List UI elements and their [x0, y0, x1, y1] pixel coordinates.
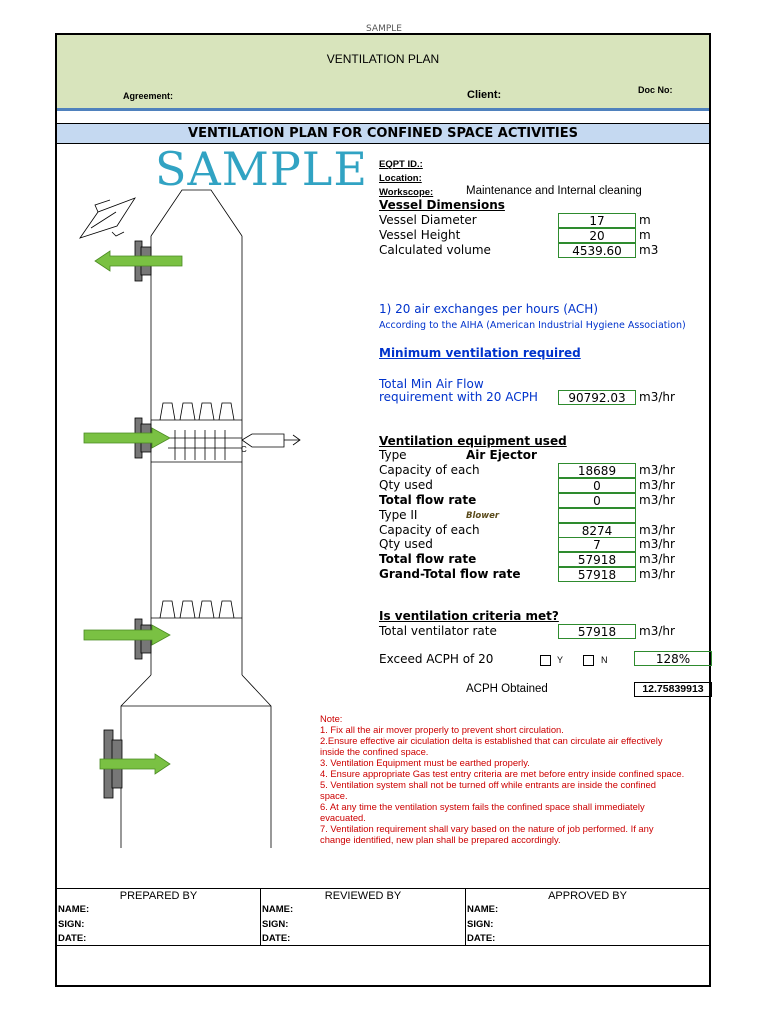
- sample-watermark: SAMPLE: [155, 142, 368, 196]
- calculated-volume-value: 4539.60: [558, 243, 636, 258]
- client-label: Client:: [467, 89, 502, 101]
- min-vent-label-1: Total Min Air Flow: [379, 377, 484, 391]
- qty1-label: Qty used: [379, 478, 433, 492]
- approved-date-label: DATE:: [467, 933, 496, 944]
- total-ventilator-label: Total ventilator rate: [379, 624, 497, 638]
- approved-by-column: [466, 889, 709, 946]
- note-item-6: 6. At any time the ventilation system fails the confined space shall immediately evacuated.: [320, 801, 645, 823]
- grand-total-label: Grand-Total flow rate: [379, 567, 521, 581]
- equipment-heading: Ventilation equipment used: [379, 434, 567, 448]
- capacity1-unit: m3/hr: [639, 463, 675, 477]
- note-item-5: 5. Ventilation system shall not be turned off while entrants are inside the confined space.: [320, 779, 656, 801]
- note-item-2: 2.Ensure effective air ciculation delta is established that can circulate air effectively inside the confined space.: [320, 735, 663, 757]
- approved-sign-label: SIGN:: [467, 918, 494, 930]
- note-item-4: 4. Ensure appropriate Gas test entry criteria are met before entry inside confined space.: [320, 768, 685, 779]
- note-item-1: 1. Fix all the air mover properly to prevent short circulation.: [320, 724, 564, 735]
- approved-name-label: NAME:: [467, 904, 499, 915]
- qty2-label: Qty used: [379, 537, 433, 551]
- calculated-volume-label: Calculated volume: [379, 243, 491, 257]
- reviewed-by-column: [261, 889, 466, 946]
- reviewed-sign-label: SIGN:: [262, 918, 289, 930]
- qty1-value: 0: [558, 478, 636, 493]
- prepared-by-column: [57, 889, 261, 946]
- vessel-height-value: 20: [558, 228, 636, 243]
- min-vent-heading: Minimum ventilation required: [379, 346, 581, 360]
- capacity1-label: Capacity of each: [379, 463, 480, 477]
- type2-value: Blower: [466, 511, 500, 521]
- top-watermark-text: SAMPLE: [366, 24, 402, 34]
- signoff-table: [57, 888, 709, 946]
- grand-total-value: 57918: [558, 567, 636, 582]
- total1-label: Total flow rate: [379, 493, 477, 507]
- vessel-diameter-unit: m: [639, 213, 651, 227]
- type1-value: Air Ejector: [466, 448, 537, 462]
- no-label: N: [601, 655, 608, 665]
- vessel-dimensions-heading: Vessel Dimensions: [379, 198, 505, 212]
- capacity2-unit: m3/hr: [639, 523, 675, 537]
- prepared-date-label: DATE:: [58, 933, 87, 944]
- nozzle-label: C: [241, 445, 247, 454]
- total2-label: Total flow rate: [379, 552, 477, 566]
- capacity1-value: 18689: [558, 463, 636, 478]
- location-label: Location:: [379, 173, 422, 184]
- exceed-acph-label: Exceed ACPH of 20: [379, 652, 494, 666]
- yes-label: Y: [557, 655, 564, 665]
- prepared-sign-label: SIGN:: [58, 918, 85, 930]
- note-item-3: 3. Ventilation Equipment must be earthed properly.: [320, 757, 530, 768]
- prepared-by-heading: PREPARED BY: [119, 890, 198, 902]
- total2-unit: m3/hr: [639, 552, 675, 566]
- type2-label: Type II: [379, 508, 418, 522]
- total-ventilator-value: 57918: [558, 624, 636, 639]
- notes-title: Note:: [320, 713, 343, 724]
- vessel-height-unit: m: [639, 228, 651, 242]
- note-item-7: 7. Ventilation requirement shall vary based on the nature of job performed. If any change identified, new plan shall be prepared accordingly.: [320, 823, 654, 845]
- acph-obtained-label: ACPH Obtained: [466, 683, 548, 695]
- workscope-label: Workscope:: [379, 187, 434, 198]
- acph-obtained-value: 12.75839913: [634, 682, 712, 697]
- approved-by-heading: APPROVED BY: [548, 890, 627, 902]
- no-checkbox[interactable]: [583, 655, 594, 666]
- vessel-diameter-label: Vessel Diameter: [379, 213, 477, 227]
- header-divider: [57, 108, 709, 111]
- total1-value: 0: [558, 493, 636, 508]
- min-vent-value: 90792.03: [558, 390, 636, 405]
- reviewed-name-label: NAME:: [262, 904, 294, 915]
- workscope-value: Maintenance and Internal cleaning: [466, 185, 642, 197]
- yes-checkbox[interactable]: [540, 655, 551, 666]
- agreement-label: Agreement:: [123, 91, 174, 101]
- total-ventilator-unit: m3/hr: [639, 624, 675, 638]
- min-vent-label-2: requirement with 20 ACPH: [379, 390, 538, 404]
- type2-box: [558, 508, 636, 523]
- vessel-diagram: [70, 150, 320, 850]
- ach-source: According to the AIHA (American Industrial Hygiene Association): [379, 320, 686, 331]
- reviewed-date-label: DATE:: [262, 933, 291, 944]
- qty1-unit: m3/hr: [639, 478, 675, 492]
- reviewed-by-heading: REVIEWED BY: [324, 890, 402, 902]
- header-title: VENTILATION PLAN: [326, 52, 440, 66]
- doc-no-label: Doc No:: [638, 85, 673, 95]
- type1-label: Type: [379, 448, 407, 462]
- vessel-height-label: Vessel Height: [379, 228, 461, 242]
- total1-unit: m3/hr: [639, 493, 675, 507]
- criteria-heading: Is ventilation criteria met?: [379, 609, 559, 623]
- vessel-diameter-value: 17: [558, 213, 636, 228]
- exceed-percent: 128%: [634, 651, 712, 666]
- qty2-unit: m3/hr: [639, 537, 675, 551]
- qty2-value: 7: [558, 537, 636, 552]
- notes-block: [320, 713, 685, 845]
- grand-total-unit: m3/hr: [639, 567, 675, 581]
- eqpt-id-label: EQPT ID.:: [379, 159, 423, 170]
- min-vent-unit: m3/hr: [639, 390, 675, 404]
- ach-line: 1) 20 air exchanges per hours (ACH): [379, 302, 599, 316]
- total2-value: 57918: [558, 552, 636, 567]
- banner-title: VENTILATION PLAN FOR CONFINED SPACE ACTIVITIES: [57, 123, 709, 144]
- prepared-name-label: NAME:: [58, 904, 90, 915]
- capacity2-value: 8274: [558, 523, 636, 538]
- document-header: [57, 35, 709, 108]
- capacity2-label: Capacity of each: [379, 523, 480, 537]
- calculated-volume-unit: m3: [639, 243, 659, 257]
